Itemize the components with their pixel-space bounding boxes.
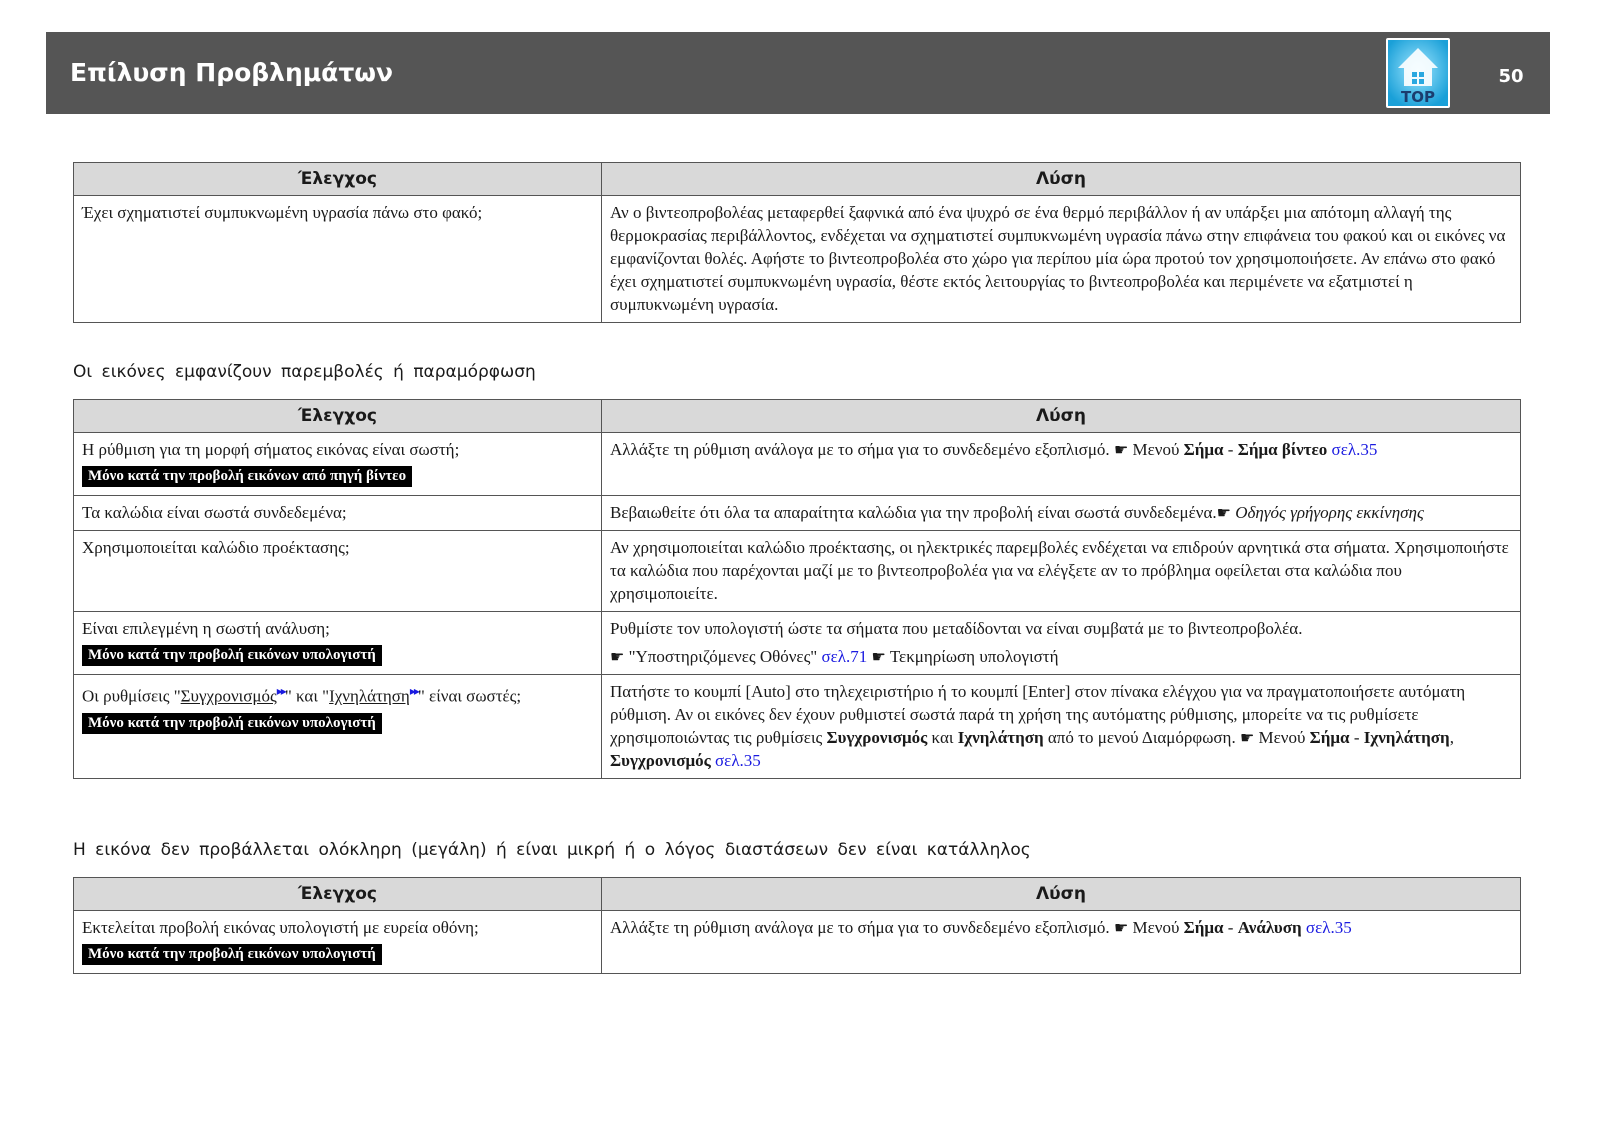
solution-cell xyxy=(602,612,1521,675)
menu-word: Μενού xyxy=(1258,728,1306,747)
solution-text-2: από το μενού Διαμόρφωση. xyxy=(1047,728,1236,747)
menu-video-signal: Σήμα βίντεο xyxy=(1237,440,1328,459)
dash: - xyxy=(1353,728,1360,747)
pointing-hand-icon: ☛ xyxy=(1113,918,1129,937)
menu-word: Μενού xyxy=(1132,440,1180,459)
pointing-hand-icon: ☛ xyxy=(871,647,886,666)
glossary-arrow-icon: ▸▸ xyxy=(276,684,285,698)
pointing-hand-icon: ☛ xyxy=(610,647,625,666)
pointing-hand-icon: ☛ xyxy=(1216,503,1231,522)
tracking-glossary-link[interactable]: Ιχνηλάτηση xyxy=(329,686,410,706)
dash: - xyxy=(1227,918,1234,937)
column-header-check: Έλεγχος xyxy=(74,163,602,196)
menu-resolution: Ανάλυση xyxy=(1237,918,1302,937)
quick-start-guide-ref: Οδηγός γρήγορης εκκίνησης xyxy=(1235,503,1424,522)
and-word: και xyxy=(931,728,954,747)
image-size-table xyxy=(73,877,1521,974)
tracking-term: Ιχνηλάτηση xyxy=(957,728,1044,747)
table-row xyxy=(74,496,1521,531)
video-only-badge: Μόνο κατά την προβολή εικόνων από πηγή βίντεο xyxy=(82,466,412,487)
solution-cell xyxy=(602,911,1521,974)
menu-signal: Σήμα xyxy=(1309,728,1350,747)
interference-table xyxy=(73,399,1521,779)
check-text: Είναι επιλεγμένη η σωστή ανάλυση; xyxy=(82,619,330,638)
page-number: 50 xyxy=(1498,66,1524,87)
menu-tracking: Ιχνηλάτηση xyxy=(1363,728,1450,747)
check-text-mid: " και " xyxy=(284,686,330,706)
check-cell xyxy=(74,911,602,974)
check-text: Εκτελείται προβολή εικόνας υπολογιστή με ευρεία οθόνη; xyxy=(82,918,479,937)
menu-signal: Σήμα xyxy=(1183,440,1224,459)
glossary-arrow-icon: ▸▸ xyxy=(409,684,418,698)
check-cell xyxy=(74,675,602,779)
page-title: Επίλυση Προβλημάτων xyxy=(70,58,394,87)
table-row xyxy=(74,612,1521,675)
top-label: TOP xyxy=(1401,88,1435,106)
column-header-solution: Λύση xyxy=(602,163,1521,196)
page-ref-link[interactable]: σελ.35 xyxy=(1331,440,1378,459)
column-header-solution: Λύση xyxy=(602,400,1521,433)
solution-text: Αλλάξτε τη ρύθμιση ανάλογα με το σήμα για το συνδεδεμένο εξοπλισμό. xyxy=(610,918,1110,937)
pointing-hand-icon: ☛ xyxy=(1113,440,1129,459)
table-row xyxy=(74,911,1521,974)
solution-cell xyxy=(602,675,1521,779)
column-header-check: Έλεγχος xyxy=(74,400,602,433)
page-ref-link[interactable]: σελ.35 xyxy=(715,751,761,770)
check-cell xyxy=(74,433,602,496)
solution-text: Ρυθμίστε τον υπολογιστή ώστε τα σήματα που μεταδίδονται να είναι συμβατά με το βιντεοπροβολέα. xyxy=(610,619,1303,638)
table-row xyxy=(74,196,1521,323)
column-header-check: Έλεγχος xyxy=(74,878,602,911)
check-cell xyxy=(74,612,602,675)
top-button[interactable] xyxy=(1386,38,1450,108)
solution-text: Βεβαιωθείτε ότι όλα τα απαραίτητα καλώδια για την προβολή είναι σωστά συνδεδεμένα. xyxy=(610,503,1217,522)
check-cell: Χρησιμοποιείται καλώδιο προέκτασης; xyxy=(74,531,602,612)
solution-cell xyxy=(602,496,1521,531)
page-header xyxy=(46,32,1550,114)
solution-cell: Αν ο βιντεοπροβολέας μεταφερθεί ξαφνικά από ένα ψυχρό σε ένα θερμό περιβάλλον ή αν υπάρξει μια απότομη αλλαγή της θερμοκρασίας περιβάλλοντος, ενδέχεται να σχηματιστεί συμπυκνωμένη υγρασία πάνω στην επιφάνεια του φακού και οι εικόνες να εμφανίζονται θολές. Αφήστε το βιντεοπροβολέα στο χώρο για περίπου μία ώρα προτού τον χρησιμοποιήσετε. Αν επάνω στο φακό έχει σχηματιστεί συμπυκνωμένη υγρασία, θέστε εκτός λειτουργίας το βιντεοπροβολέα και περιμένετε να εξατμιστεί η συμπυκνωμένη υγρασία. xyxy=(602,196,1521,323)
computer-docs-ref: Τεκμηρίωση υπολογιστή xyxy=(889,647,1059,666)
sync-glossary-link[interactable]: Συγχρονισμός xyxy=(180,686,277,706)
comma: , xyxy=(1449,728,1454,747)
computer-only-badge: Μόνο κατά την προβολή εικόνων υπολογιστή xyxy=(82,944,382,965)
page-ref-link[interactable]: σελ.35 xyxy=(1305,918,1352,937)
supported-displays-ref: "Υποστηριζόμενες Οθόνες" xyxy=(628,647,818,666)
menu-signal: Σήμα xyxy=(1183,918,1224,937)
computer-only-badge: Μόνο κατά την προβολή εικόνων υπολογιστή xyxy=(82,645,382,666)
check-cell: Έχει σχηματιστεί συμπυκνωμένη υγρασία πάνω στο φακό; xyxy=(74,196,602,323)
menu-word: Μενού xyxy=(1132,918,1180,937)
check-text-post: " είναι σωστές; xyxy=(417,686,522,706)
table-row xyxy=(74,531,1521,612)
dash: - xyxy=(1227,440,1234,459)
solution-text: Πατήστε το κουμπί [Auto] στο τηλεχειριστήριο ή το κουμπί [Enter] στον πίνακα ελέγχου για να πραγματοποιήσετε αυτόματη ρύθμιση. Αν οι εικόνες δεν έχουν ρυθμιστεί σωστά παρά τη χρήση της αυτόματης ρύθμισης, μπορείτε να τις ρυθμίσετε χρησιμοποιώντας τις ρυθμίσεις xyxy=(610,682,1466,747)
section-title-interference: Οι εικόνες εμφανίζουν παρεμβολές ή παραμόρφωση xyxy=(73,362,536,382)
check-text-pre: Οι ρυθμίσεις " xyxy=(82,686,181,706)
page-ref-link[interactable]: σελ.71 xyxy=(821,647,868,666)
table-row xyxy=(74,675,1521,779)
column-header-solution: Λύση xyxy=(602,878,1521,911)
pointing-hand-icon: ☛ xyxy=(1239,728,1255,747)
menu-sync: Συγχρονισμός xyxy=(610,751,711,770)
condensation-table xyxy=(73,162,1521,323)
computer-only-badge: Μόνο κατά την προβολή εικόνων υπολογιστή xyxy=(82,713,382,734)
sync-term: Συγχρονισμός xyxy=(826,728,928,747)
check-cell: Τα καλώδια είναι σωστά συνδεδεμένα; xyxy=(74,496,602,531)
check-text: Η ρύθμιση για τη μορφή σήματος εικόνας είναι σωστή; xyxy=(82,440,460,459)
solution-text: Αλλάξτε τη ρύθμιση ανάλογα με το σήμα για το συνδεδεμένο εξοπλισμό. xyxy=(610,440,1110,459)
solution-cell xyxy=(602,433,1521,496)
solution-cell: Αν χρησιμοποιείται καλώδιο προέκτασης, οι ηλεκτρικές παρεμβολές ενδέχεται να επιδρούν αρνητικά στα σήματα. Χρησιμοποιήστε τα καλώδια που παρέχονται μαζί με το βιντεοπροβολέα για να ελέγξετε αν το πρόβλημα οφείλεται στα καλώδια που χρησιμοποιείτε. xyxy=(602,531,1521,612)
section-title-image-size: Η εικόνα δεν προβάλλεται ολόκληρη (μεγάλη) ή είναι μικρή ή ο λόγος διαστάσεων δεν είναι κατάλληλος xyxy=(73,840,1031,860)
table-row xyxy=(74,433,1521,496)
check-text xyxy=(82,680,593,708)
